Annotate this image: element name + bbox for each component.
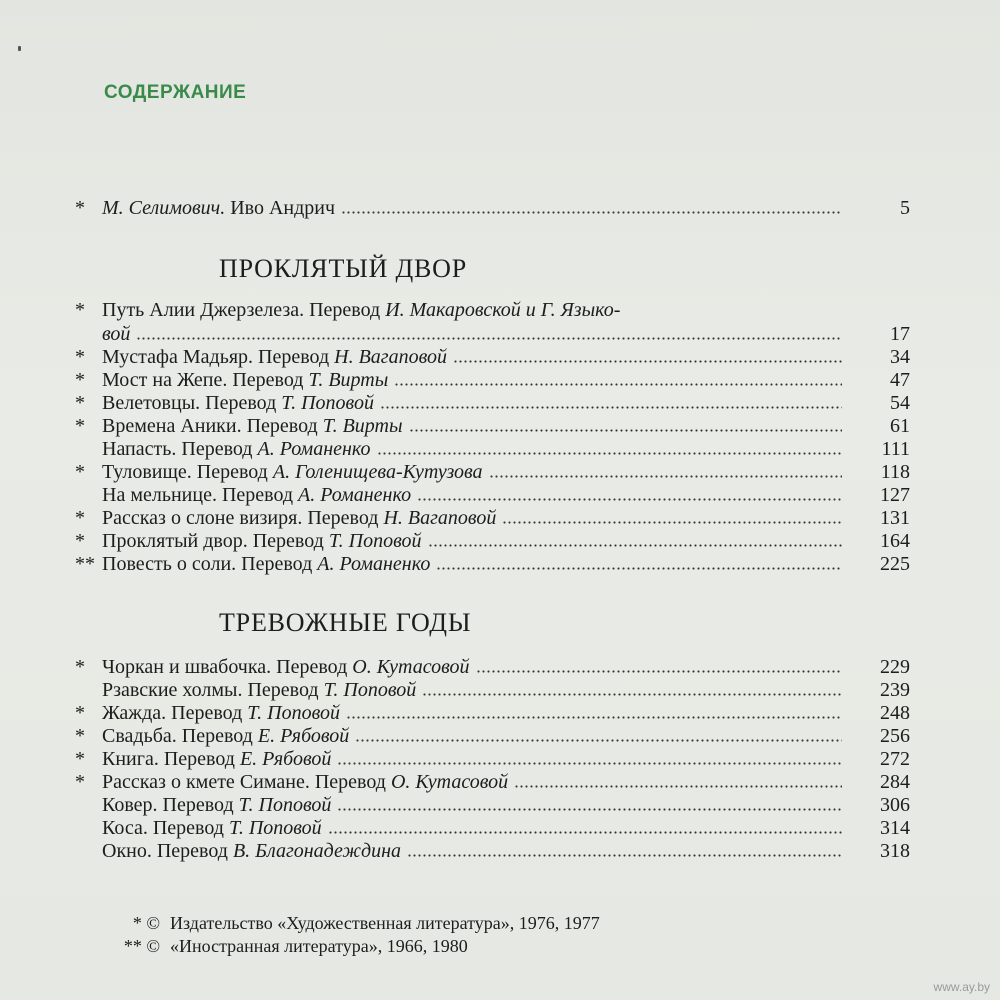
toc-entry: ** Повесть о соли. Перевод А. Романенко 225 [75,553,910,575]
toc-heading: СОДЕРЖАНИЕ [104,82,247,103]
entry-page: 111 [881,438,910,460]
dot-leader [476,670,843,673]
entry-page: 256 [880,725,910,747]
entry-page: 225 [880,553,910,575]
footnote-1 [100,913,600,934]
entry-page: 239 [880,679,910,701]
toc-entry: * Велетовцы. Перевод Т. Поповой 54 [75,392,910,414]
entry-translator: Т. Поповой [247,702,341,724]
entry-page: 229 [880,656,910,678]
dot-leader [428,544,842,547]
toc-entry: * Мост на Жепе. Перевод Т. Вирты 47 [75,369,910,391]
toc-entry: * Рассказ о слоне визиря. Перевод Н. Вагаповой 131 [75,507,910,529]
entry-marker: * [75,346,85,368]
dot-leader [380,406,842,409]
toc-entry: * Чоркан и швабочка. Перевод О. Кутасовой 229 [75,656,910,678]
section-title-1: ПРОКЛЯТЫЙ ДВОР [219,254,467,283]
dot-leader [407,854,842,857]
entry-translator: вой [102,323,131,345]
entry-page: 131 [880,507,910,529]
entry-marker: * [75,507,85,529]
entry-marker: * [75,392,85,414]
entry-translator: Е. Рябовой [239,748,332,770]
toc-entry: Ковер. Перевод Т. Поповой 306 [102,794,910,816]
footnote-2 [100,936,468,957]
entry-translator: Т. Поповой [228,817,322,839]
toc-entry: * Свадьба. Перевод Е. Рябовой 256 [75,725,910,747]
dot-leader [453,360,842,363]
toc-entry: * Проклятый двор. Перевод Т. Поповой 164 [75,530,910,552]
entry-page: 248 [880,702,910,724]
toc-entry: * Времена Аники. Перевод Т. Вирты 61 [75,415,910,437]
dot-leader [341,211,842,214]
toc-entry: Напасть. Перевод А. Романенко 111 [102,438,910,460]
watermark: www.ay.by [933,980,990,994]
toc-entry: * Жажда. Перевод Т. Поповой 248 [75,702,910,724]
entry-marker: * [75,725,85,747]
entry-marker: * [75,197,85,219]
copyright-mark: * © [132,913,160,933]
entry-page: 284 [880,771,910,793]
toc-entry: * Мустафа Мадьяр. Перевод Н. Вагаповой 34 [75,346,910,368]
entry-translator: Т. Поповой [328,530,422,552]
toc-entry-intro [75,196,910,220]
entry-author: М. Селимович. [102,197,226,219]
toc-entry: * Книга. Перевод Е. Рябовой 272 [75,748,910,770]
dot-leader [502,521,842,524]
entry-translator: Т. Поповой [323,679,417,701]
entry-translator: Т. Вирты [308,369,389,391]
entry-page: 118 [880,461,910,483]
entry-page: 314 [880,817,910,839]
entry-translator: Т. Вирты [322,415,403,437]
entry-translator: О. Кутасовой [352,656,470,678]
entry-page: 17 [890,323,910,345]
toc-entry: На мельнице. Перевод А. Романенко 127 [102,484,910,506]
entry-translator: А. Романенко [317,553,431,575]
entry-marker: * [75,656,85,678]
entry-page: 318 [880,840,910,862]
entry-translator: Н. Вагаповой [334,346,448,368]
dot-leader [489,475,842,478]
toc-entry [75,299,910,346]
entry-marker: * [75,369,85,391]
entry-page: 54 [890,392,910,414]
toc-entry: * Рассказ о кмете Симане. Перевод О. Кутасовой 284 [75,771,910,793]
entry-translator: Т. Поповой [281,392,374,414]
entry-marker: * [75,702,85,724]
dot-leader [514,785,842,788]
entry-page: 164 [880,530,910,552]
entry-marker: * [75,415,85,437]
entry-translator: В. Благонадеждина [232,840,402,862]
entry-marker: * [75,461,85,483]
dot-leader [136,337,842,340]
toc-entry: Рзавские холмы. Перевод Т. Поповой 239 [102,679,910,701]
entry-translator: Т. Поповой [238,794,332,816]
entry-translator: А. Голенищева-Кутузова [272,461,483,483]
entry-translator: Н. Вагаповой [383,507,497,529]
dot-leader [328,831,842,834]
entry-page: 47 [890,369,910,391]
dot-leader [346,716,842,719]
dot-leader [355,739,842,742]
dot-leader [417,498,842,501]
dot-leader [422,693,842,696]
entry-page: 272 [880,748,910,770]
footnote-text: Издательство «Художественная литература», 1976, 1977 [170,913,600,933]
toc-entry: Окно. Перевод В. Благонадеждина 318 [102,840,910,862]
dot-leader [377,452,842,455]
toc-entry: Коса. Перевод Т. Поповой 314 [102,817,910,839]
entry-page: 34 [890,346,910,368]
section-title-2: ТРЕВОЖНЫЕ ГОДЫ [219,608,472,637]
entry-marker: * [75,771,85,793]
entry-page: 5 [900,197,910,219]
page-speck [18,46,21,51]
entry-marker: * [75,748,85,770]
entry-marker: ** [75,553,95,575]
dot-leader [337,762,842,765]
entry-marker: * [75,530,85,552]
copyright-mark: ** © [123,936,160,956]
toc-entry: * Туловище. Перевод А. Голенищева-Кутузова 118 [75,461,910,483]
entry-title: Иво Андрич [225,197,336,219]
entry-page: 306 [880,794,910,816]
entry-marker: * [75,299,85,321]
footnote-text: «Иностранная литература», 1966, 1980 [170,936,468,956]
dot-leader [394,383,842,386]
entry-translator: А. Романенко [298,484,412,506]
entry-first-line: Путь Алии Джерзелеза. Перевод И. Макаровской и Г. Языко- [102,299,621,321]
dot-leader [409,429,842,432]
entry-page: 61 [890,415,910,437]
entry-translator: Е. Рябовой [257,725,350,747]
dot-leader [436,567,842,570]
dot-leader [337,808,842,811]
entry-translator: А. Романенко [257,438,371,460]
entry-translator: О. Кутасовой [390,771,509,793]
entry-page: 127 [880,484,910,506]
